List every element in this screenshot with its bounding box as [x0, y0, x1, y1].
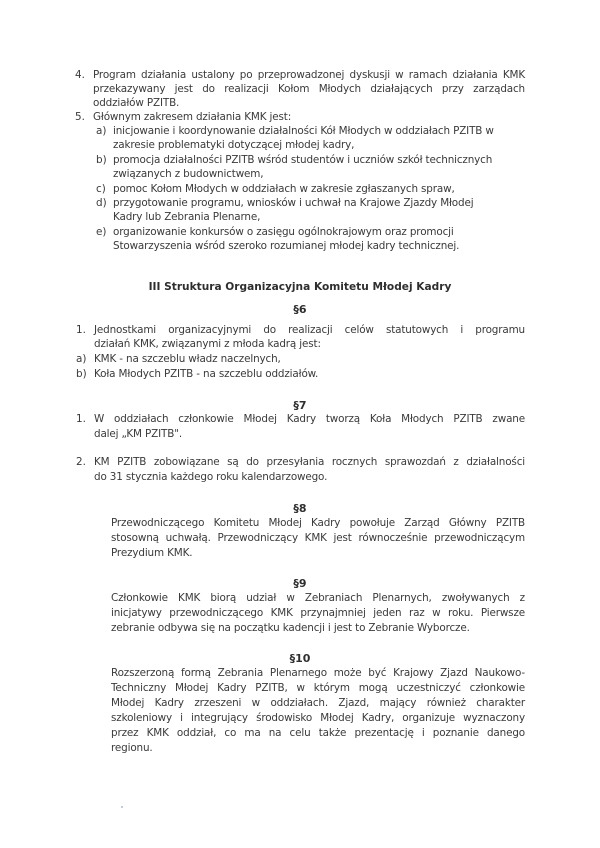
text-line: Kadry lub Zebrania Plenarne,	[113, 211, 261, 223]
text-line: Koła Młodych PZITB - na szczeblu oddziałów.	[94, 368, 319, 380]
list-letter: a)	[96, 125, 107, 137]
paragraph-title: §6	[293, 303, 307, 316]
text-line: szkoleniowy i integrujący środowisko Młodej Kadry, organizuje wyznaczony	[111, 712, 525, 724]
text-line: związanych z budownictwem,	[113, 168, 264, 180]
text-line: Głównym zakresem działania KMK jest:	[93, 111, 292, 123]
text-line: przekazywany jest do realizacji Kołom Młodych działających przy zarządach	[93, 83, 525, 95]
text-line: pomoc Kołom Młodych w oddziałach w zakresie zgłaszanych spraw,	[113, 183, 455, 195]
text-line: oddziałów PZITB.	[93, 97, 180, 109]
list-letter: a)	[76, 353, 87, 365]
text-line: KM PZITB zobowiązane są do przesyłania rocznych sprawozdań z działalności	[94, 456, 525, 468]
text-line: regionu.	[111, 742, 153, 754]
text-line: zebranie odbywa się na początku kadencji i jest to Zebranie Wyborcze.	[111, 622, 470, 634]
text-line: inicjowanie i koordynowanie działalności Kół Młodych w oddziałach PZITB w	[113, 125, 494, 137]
paragraph-title: §10	[289, 652, 311, 665]
text-line: do 31 stycznia każdego roku kalendarzowego.	[94, 471, 328, 483]
text-line: Stowarzyszenia wśród szeroko rozumianej młodej kadry technicznej.	[113, 240, 460, 252]
text-line: Przewodniczącego Komitetu Młodej Kadry powołuje Zarząd Główny PZITB	[111, 517, 525, 529]
list-letter: e)	[96, 226, 107, 238]
list-number: 4.	[75, 69, 85, 81]
text-line: dalej „KM PZITB".	[94, 428, 182, 440]
text-line: zakresie problematyki dotyczącej młodej kadry,	[113, 139, 355, 151]
text-line: przygotowanie programu, wniosków i uchwał na Krajowe Zjazdy Młodej	[113, 197, 474, 209]
text-line: Członkowie KMK biorą udział w Zebraniach Plenarnych, zwoływanych z	[111, 592, 525, 604]
list-letter: c)	[96, 183, 106, 195]
text-line: Rozszerzoną formą Zebrania Plenarnego może być Krajowy Zjazd Naukowo-	[111, 667, 525, 679]
text-line: stosowną uchwałą. Przewodniczący KMK jest równocześnie przewodniczącym	[111, 532, 525, 544]
text-line: Jednostkami organizacyjnymi do realizacji celów statutowych i programu	[94, 324, 525, 336]
text-line: inicjatywy przewodniczącego KMK przynajmniej jeden raz w roku. Pierwsze	[111, 607, 525, 619]
list-letter: b)	[96, 154, 107, 166]
text-line: W oddziałach członkowie Młodej Kadry tworzą Koła Młodych PZITB zwane	[94, 413, 525, 425]
list-letter: d)	[96, 197, 107, 209]
paragraph-title: §7	[293, 399, 307, 412]
list-number: 2.	[76, 456, 86, 468]
list-number: 1.	[76, 413, 86, 425]
paragraph-title: §8	[293, 502, 307, 515]
paragraph-title: §9	[293, 577, 307, 590]
text-line: Techniczny Młodej Kadry PZITB, w którym mogą uczestniczyć członkowie	[111, 682, 525, 694]
text-line: organizowanie konkursów o zasięgu ogólnokrajowym oraz promocji	[113, 226, 454, 238]
list-number: 5.	[75, 111, 85, 123]
chapter-heading: III Struktura Organizacyjna Komitetu Młodej Kadry	[148, 281, 452, 293]
text-line: Program działania ustalony po przeprowadzonej dyskusji w ramach działania KMK	[93, 69, 525, 81]
text-line: przez KMK oddział, co ma na celu także prezentację i poznanie danego	[111, 727, 525, 739]
text-line: Prezydium KMK.	[111, 547, 193, 559]
text-line: działań KMK, związanymi z młoda kadrą jest:	[94, 338, 321, 350]
text-line: KMK - na szczeblu władz naczelnych,	[94, 353, 281, 365]
text-line: promocja działalności PZITB wśród studentów i uczniów szkół technicznych	[113, 154, 493, 166]
list-letter: b)	[76, 368, 87, 380]
list-number: 1.	[76, 324, 86, 336]
scan-speck	[121, 806, 123, 808]
text-line: Młodej Kadry zrzeszeni w oddziałach. Zjazd, mający również charakter	[111, 697, 525, 709]
